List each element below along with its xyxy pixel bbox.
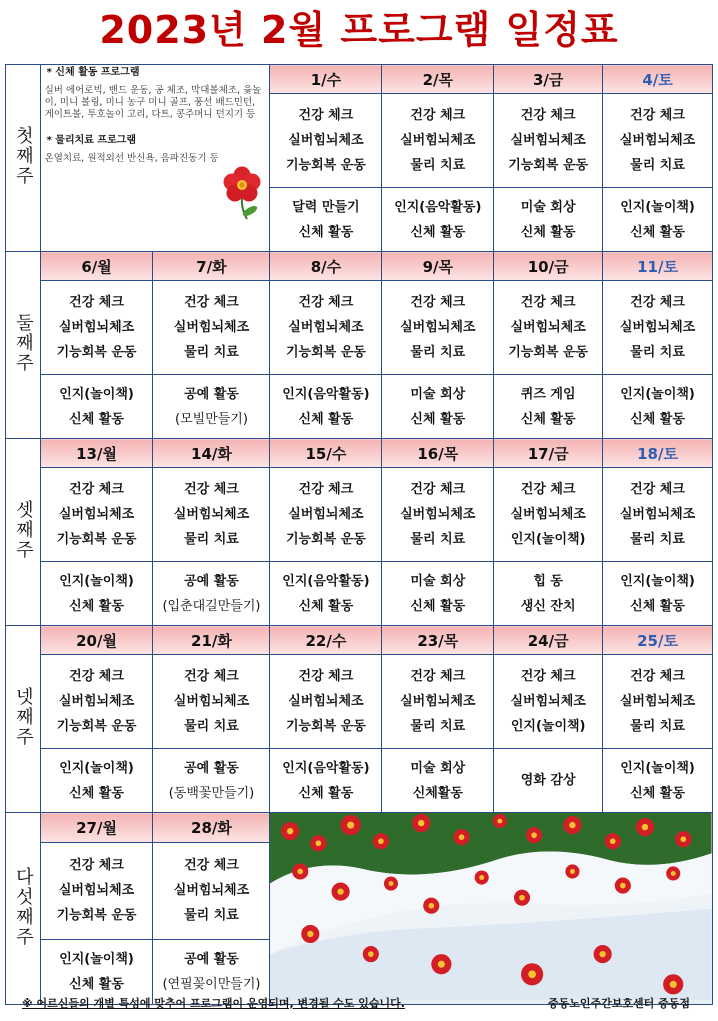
special-activity-item: 미술 회상 [410,760,466,776]
special-activity-cell [270,749,382,813]
activity-item: 실버힘뇌체조 [58,883,135,899]
activity-item: 기능회복 운동 [285,719,366,734]
activity-cell [270,468,382,562]
activity-row-special [6,375,713,439]
special-activity-item: 공예 활동 [184,386,239,402]
activity-item: 실버힘뇌체조 [173,883,250,899]
special-activity-cell [270,562,382,626]
activity-item: 물리 치료 [184,719,239,734]
activity-item: 실버힘뇌체조 [510,507,586,522]
special-activity-cell [153,562,270,626]
date-header: 15/수 [270,439,382,468]
activity-item: 건강 체크 [410,482,466,497]
special-activity-item: 인지(놀이책) [59,386,134,402]
special-activity-item: (입춘대길만들기) [162,598,261,614]
activity-item: 건강 체크 [410,108,466,123]
special-activity-cell [153,375,270,439]
special-activity-cell [153,749,270,813]
special-activity-cell [270,188,382,252]
activity-item: 물리 치료 [184,532,239,547]
activity-item: 실버힘뇌체조 [619,694,696,709]
activity-item: 건강 체크 [69,669,124,684]
activity-item: 실버힘뇌체조 [288,320,364,335]
date-header: 11/토 [603,252,713,281]
week-label [6,813,41,1005]
special-activity-cell [494,562,603,626]
special-activity-item: (동백꽃만들기) [168,785,255,801]
special-activity-item: 미술 회상 [410,386,466,402]
date-header: 4/토 [603,65,713,94]
special-activity-cell [382,375,494,439]
special-activity-cell [603,188,713,252]
date-header: 9/목 [382,252,494,281]
special-activity-item: 신체 활동 [298,224,354,240]
activity-item: 건강 체크 [184,858,239,874]
special-activity-item: 신체 활동 [410,598,466,614]
special-activity-item: 퀴즈 게임 [520,386,576,402]
activity-cell [270,94,382,188]
activity-row-special [6,562,713,626]
activity-item: 건강 체크 [520,295,576,310]
activity-item: 인지(놀이책) [510,719,586,734]
activity-item: 인지(놀이책) [510,532,586,547]
activity-item: 물리 치료 [184,345,239,360]
special-activity-cell [40,375,153,439]
activity-cell [153,468,270,562]
special-activity-cell [382,749,494,813]
activity-row-main [6,655,713,749]
special-activity-item: 인지(놀이책) [59,573,134,589]
special-activity-item: 신체 활동 [298,785,354,801]
special-activity-cell [603,375,713,439]
week-header-row [6,65,713,94]
date-header: 1/수 [270,65,382,94]
special-activity-item: 인지(놀이책) [620,760,695,776]
special-activity-item: 미술 회상 [520,199,576,215]
activity-cell [153,842,270,939]
week-label [6,65,41,252]
activity-cell [603,94,713,188]
activity-item: 건강 체크 [298,108,354,123]
activity-cell [40,468,153,562]
activity-cell [270,655,382,749]
activity-item: 건강 체크 [630,669,685,684]
date-header: 6/월 [40,252,153,281]
activity-cell [270,281,382,375]
date-header: 10/금 [494,252,603,281]
special-activity-item: 신체 활동 [410,224,466,240]
activity-item: 물리 치료 [410,345,466,360]
activity-cell [494,281,603,375]
special-activity-item: 달력 만들기 [292,199,360,215]
activity-cell [603,281,713,375]
week-header-row [6,252,713,281]
date-header: 28/화 [153,813,270,843]
special-activity-item: 인지(놀이책) [620,199,695,215]
activity-item: 건강 체크 [630,108,685,123]
date-header: 17/금 [494,439,603,468]
date-header: 24/금 [494,626,603,655]
special-activity-item: 인지(음악활동) [282,573,370,589]
activity-item: 건강 체크 [298,482,354,497]
week-label [6,626,41,813]
activity-item: 기능회복 운동 [285,158,366,173]
special-activity-cell [270,375,382,439]
activity-item: 물리 치료 [184,908,239,924]
activity-item: 실버힘뇌체조 [619,320,696,335]
activity-item: 실버힘뇌체조 [173,694,250,709]
date-header: 8/수 [270,252,382,281]
activity-item: 건강 체크 [184,482,239,497]
page-title: 2023년 2월 프로그램 일정표 [99,8,619,52]
special-activity-item: 신체 활동 [520,411,576,427]
activity-item: 실버힘뇌체조 [510,694,586,709]
activity-cell [382,281,494,375]
date-header: 25/토 [603,626,713,655]
info-text-therapy: 온열치료, 원적외선 반신욕, 음파진동기 등 [44,153,219,164]
activity-item: 실버힘뇌체조 [400,694,476,709]
special-activity-cell [40,562,153,626]
date-header: 2/목 [382,65,494,94]
info-text-physical: 실버 에어로빅, 밴드 운동, 공 체조, 막대볼체조, 윷놀이, 미니 볼링, 미니 농구 미니 골프, 풍선 배드민턴, 게이트볼, 투호놀이 고리, 다트, 콩주머니 던지기 등 [44,85,262,120]
date-header: 22/수 [270,626,382,655]
activity-cell [382,468,494,562]
activity-item: 실버힘뇌체조 [288,694,364,709]
activity-cell [603,468,713,562]
date-header: 20/월 [40,626,153,655]
activity-item: 물리 치료 [630,532,685,547]
special-activity-item: 공예 활동 [184,952,239,968]
week-label-text: 다섯째주 [12,866,34,947]
special-activity-item: 힙 동 [533,573,563,589]
date-header: 21/화 [153,626,270,655]
special-activity-item: 인지(음악활동) [394,199,482,215]
activity-item: 실버힘뇌체조 [400,320,476,335]
special-activity-item: 공예 활동 [184,573,239,589]
activity-item: 건강 체크 [630,295,685,310]
special-activity-item: 신체 활동 [630,224,685,240]
activity-item: 실버힘뇌체조 [510,133,586,148]
special-activity-item: 신체 활동 [298,411,354,427]
camellia-snow-photo [270,813,713,1005]
activity-item: 건강 체크 [69,858,124,874]
date-header: 27/월 [40,813,153,843]
activity-item: 건강 체크 [630,482,685,497]
activity-item: 실버힘뇌체조 [510,320,586,335]
special-activity-item: 신체 활동 [69,977,124,993]
date-header: 16/목 [382,439,494,468]
special-activity-item: 공예 활동 [184,760,239,776]
special-activity-item: 인지(놀이책) [59,760,134,776]
camellia-illustration [270,813,712,1000]
activity-cell [382,655,494,749]
date-header: 23/목 [382,626,494,655]
info-heading-therapy: * 물리치료 프로그램 [46,135,137,146]
activity-item: 건강 체크 [298,295,354,310]
special-activity-cell [40,749,153,813]
week-header-row [6,813,713,843]
activity-item: 실버힘뇌체조 [619,133,696,148]
special-activity-cell [603,749,713,813]
activity-item: 건강 체크 [520,108,576,123]
activity-item: 건강 체크 [69,482,124,497]
activity-cell [153,281,270,375]
activity-item: 건강 체크 [520,669,576,684]
special-activity-cell [382,562,494,626]
schedule-table [5,64,713,1005]
special-activity-item: 신체 활동 [410,411,466,427]
date-header: 3/금 [494,65,603,94]
activity-item: 건강 체크 [520,482,576,497]
activity-item: 실버힘뇌체조 [619,507,696,522]
activity-item: 실버힘뇌체조 [58,320,135,335]
activity-cell [494,468,603,562]
activity-cell [603,655,713,749]
special-activity-item: 신체 활동 [520,224,576,240]
activity-item: 실버힘뇌체조 [400,507,476,522]
week-label-text: 넷째주 [12,687,34,747]
activity-cell [382,94,494,188]
special-activity-item: 신체 활동 [630,598,685,614]
activity-item: 실버힘뇌체조 [58,694,135,709]
activity-item: 건강 체크 [184,669,239,684]
activity-item: 물리 치료 [630,345,685,360]
special-activity-item: 인지(놀이책) [59,952,134,968]
special-activity-item: 신체 활동 [630,411,685,427]
special-activity-item: (모빌만들기) [175,411,248,427]
activity-item: 기능회복 운동 [285,345,366,360]
date-header: 18/토 [603,439,713,468]
program-info-box [40,65,270,252]
activity-item: 물리 치료 [410,719,466,734]
activity-item: 실버힘뇌체조 [173,507,250,522]
center-name: 중동노인주간보호센터 중동점 [548,997,690,1010]
week-header-row [6,439,713,468]
activity-item: 물리 치료 [410,158,466,173]
activity-item: 실버힘뇌체조 [173,320,250,335]
activity-cell [40,842,153,939]
activity-row-main [6,468,713,562]
activity-item: 실버힘뇌체조 [288,133,364,148]
special-activity-cell [603,562,713,626]
activity-item: 건강 체크 [410,669,466,684]
activity-item: 물리 치료 [630,158,685,173]
special-activity-item: 신체 활동 [69,785,124,801]
week-label-text: 둘째주 [12,313,34,373]
camellia-flower-icon [217,165,267,221]
date-header: 13/월 [40,439,153,468]
activity-item: 물리 치료 [630,719,685,734]
activity-item: 기능회복 운동 [56,532,137,547]
activity-cell [153,655,270,749]
activity-cell [494,655,603,749]
activity-item: 기능회복 운동 [56,345,137,360]
activity-cell [40,281,153,375]
footer-note: ※ 어르신들의 개별 특성에 맞추어 프로그램이 운영되며, 변경될 수도 있습니다. [22,997,405,1010]
special-activity-item: 인지(음악활동) [282,386,370,402]
activity-item: 건강 체크 [298,669,354,684]
activity-item: 기능회복 운동 [508,345,589,360]
special-activity-item: 인지(음악활동) [282,760,370,776]
week-label [6,252,41,439]
special-activity-item: 인지(놀이책) [620,386,695,402]
activity-item: 기능회복 운동 [508,158,589,173]
special-activity-cell [494,188,603,252]
activity-item: 기능회복 운동 [56,908,137,924]
activity-item: 건강 체크 [410,295,466,310]
date-header: 7/화 [153,252,270,281]
activity-item: 기능회복 운동 [56,719,137,734]
special-activity-item: (연필꽂이만들기) [162,977,261,993]
week-header-row [6,626,713,655]
week-label-text: 셋째주 [12,500,34,560]
special-activity-cell [494,375,603,439]
activity-item: 실버힘뇌체조 [400,133,476,148]
activity-item: 실버힘뇌체조 [288,507,364,522]
week-label [6,439,41,626]
special-activity-item: 신체 활동 [298,598,354,614]
date-header: 14/화 [153,439,270,468]
special-activity-cell [382,188,494,252]
special-activity-item: 인지(놀이책) [620,573,695,589]
activity-cell [40,655,153,749]
activity-cell [494,94,603,188]
activity-item: 건강 체크 [69,295,124,310]
activity-item: 건강 체크 [184,295,239,310]
special-activity-item: 생신 잔치 [520,598,576,614]
special-activity-item: 신체 활동 [630,785,685,801]
special-activity-item: 영화 감상 [520,773,576,788]
activity-item: 물리 치료 [410,532,466,547]
special-activity-item: 신체 활동 [69,411,124,427]
special-activity-item: 신체 활동 [69,598,124,614]
activity-row-special [6,749,713,813]
activity-item: 기능회복 운동 [285,532,366,547]
special-activity-item: 미술 회상 [410,573,466,589]
week-label-text: 첫째주 [12,126,34,186]
info-heading-physical: * 신체 활동 프로그램 [46,67,140,78]
special-activity-item: 신체활동 [412,785,463,801]
special-activity-cell [494,749,603,813]
activity-item: 실버힘뇌체조 [58,507,135,522]
activity-row-main [6,281,713,375]
